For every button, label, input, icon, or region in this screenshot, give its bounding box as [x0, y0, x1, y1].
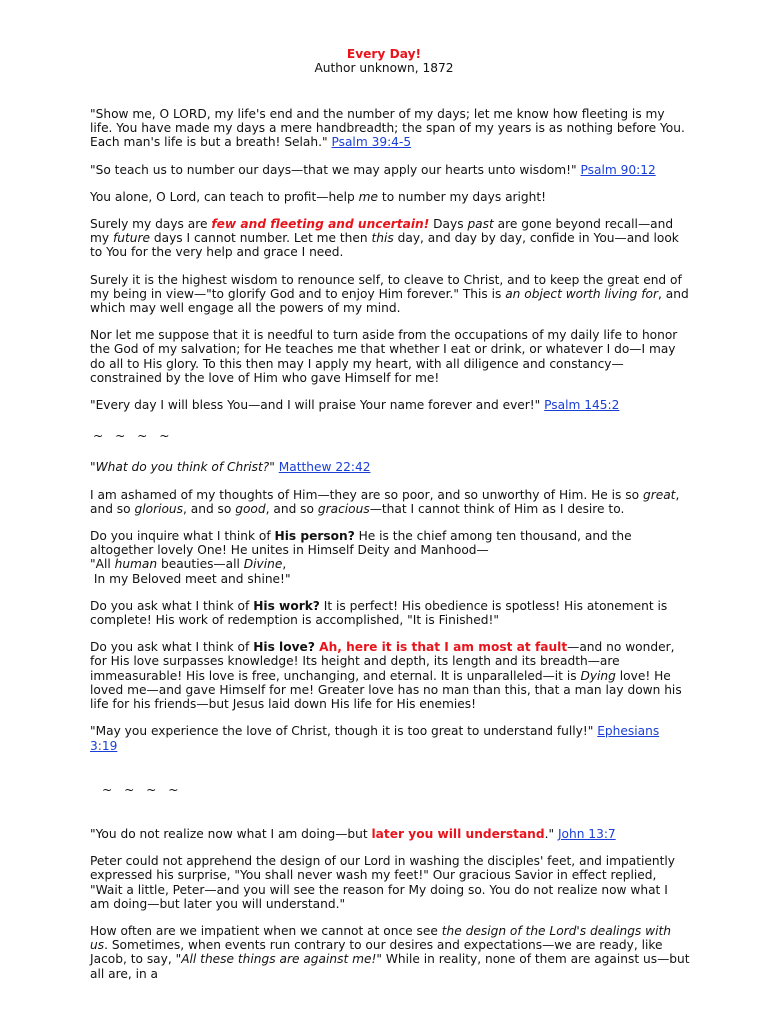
- text: days I cannot number. Let me then: [150, 231, 372, 246]
- text: , and which may well engage all the powers of my mind.: [90, 286, 689, 316]
- quote-text: .": [544, 826, 555, 841]
- quote-text: "May you experience the love of Christ, though it is too great to understand fully!": [90, 724, 594, 739]
- text: to number my days aright!: [378, 189, 547, 204]
- highlight-text: later you will understand: [371, 826, 545, 841]
- text: Do you ask what I think of: [90, 640, 254, 655]
- scripture-link[interactable]: John 13:7: [557, 826, 616, 841]
- emphasis: "All these things are against me!": [175, 952, 382, 967]
- text: It is perfect! His obedience is spotless! His atonement is complete! His work of redemption is accomplished, "It is Finished!": [90, 598, 668, 628]
- emphasis: good: [235, 501, 266, 516]
- paragraph: [90, 163, 690, 177]
- paragraph: [90, 724, 690, 752]
- text: He is the chief among ten thousand, and the altogether lovely One! He unites in Himself Deity and Manhood—: [90, 529, 632, 558]
- question-text: "What do you think of Christ?": [90, 460, 275, 475]
- paragraph: [90, 107, 690, 150]
- paragraph: [90, 488, 690, 516]
- emphasis: past: [467, 217, 494, 232]
- text: day, and day by day, confide in You—and look to You for the very help and grace I need.: [90, 231, 679, 260]
- paragraph: [90, 924, 690, 981]
- text: Surely my days are: [90, 217, 212, 232]
- quote-text: "Show me, O LORD, my life's end and the number of my days; let me know how fleeting is my life. You have made my days a mere handbreadth; the span of my years is as nothing before You. Each man's life is but a breath! Selah.": [90, 107, 685, 150]
- bold-text: His person?: [274, 529, 355, 544]
- scripture-link[interactable]: Ephesians 3:19: [90, 724, 660, 753]
- section-separator: ~ ~ ~ ~: [102, 782, 183, 797]
- quote-text: "So teach us to number our days—that we may apply our hearts unto wisdom!": [90, 162, 577, 177]
- emphasis: great: [642, 487, 676, 502]
- emphasis: this: [371, 231, 394, 246]
- paragraph: [90, 398, 690, 412]
- text: How often are we impatient when we cannot at once see: [90, 923, 442, 938]
- emphasis: Dying: [580, 668, 616, 683]
- text: Do you inquire what I think of: [90, 529, 275, 544]
- text: love! He loved me—and gave Himself for me! Greater love has no man than this, that a man lay down his life for his friends—but Jesus laid down His life for His enemies!: [90, 668, 682, 712]
- emphasis: me: [358, 189, 379, 204]
- emphasis: the design of the Lord's dealings with us: [90, 923, 672, 953]
- emphasis: Divine: [243, 557, 283, 572]
- text: While in reality, none of them are against us—but all are, in a: [90, 952, 690, 981]
- text: , and so: [265, 501, 318, 516]
- text: I am ashamed of my thoughts of Him—they are so poor, and so unworthy of Him. He is so: [90, 487, 643, 502]
- paragraph: [90, 529, 690, 586]
- paragraph: [90, 827, 690, 841]
- text: —and no wonder, for His love surpasses knowledge! Its height and depth, its length and its breadth—are immeasurable! His love is free, unchanging, and eternal. It is unparalleled—it is: [90, 640, 675, 683]
- text: , and so: [183, 501, 236, 516]
- highlight-text: Ah, here it is that I am most at fault: [314, 640, 568, 655]
- quote-text: "Every day I will bless You—and I will praise Your name forever and ever!": [90, 398, 541, 413]
- paragraph: Peter could not apprehend the design of our Lord in washing the disciples' feet, and impatiently expressed his surprise, "You shall never wash my feet!" Our gracious Savior in effect replied, "Wait a little, Peter—and you will see the reason for My doing so. You do not realize now what I am doing—but later you will understand.": [90, 854, 676, 911]
- section-separator: ~ ~ ~ ~: [93, 429, 174, 444]
- emphasis: an object worth living for: [505, 286, 658, 301]
- text: You alone, O Lord, can teach to profit—help: [90, 189, 359, 204]
- paragraph: [90, 599, 690, 627]
- paragraph: [90, 640, 690, 711]
- verse-line: ,: [282, 557, 287, 572]
- quote-text: "You do not realize now what I am doing—but: [90, 826, 372, 841]
- text: are gone beyond recall—and my: [90, 217, 674, 246]
- paragraph: [90, 190, 690, 204]
- bold-text: His work?: [253, 598, 320, 613]
- document-subtitle: Author unknown, 1872: [314, 61, 454, 76]
- text: Days: [429, 217, 468, 232]
- scripture-link[interactable]: Psalm 39:4-5: [331, 135, 412, 150]
- bold-text: His love?: [253, 640, 315, 655]
- text: , and so: [90, 487, 680, 516]
- scripture-link[interactable]: Psalm 90:12: [580, 162, 656, 177]
- scripture-link[interactable]: Psalm 145:2: [544, 398, 620, 413]
- paragraph: [90, 217, 690, 260]
- emphasis: human: [114, 557, 158, 572]
- verse-line: beauties—all: [157, 557, 244, 572]
- text: Surely it is the highest wisdom to renounce self, to cleave to Christ, and to keep the great end of my being in view—"to glorify God and to enjoy Him forever." This is: [90, 272, 682, 301]
- verse-line: "All: [90, 557, 115, 572]
- scripture-link[interactable]: Matthew 22:42: [278, 460, 371, 475]
- text: —that I cannot think of Him as I desire to.: [369, 501, 625, 516]
- paragraph: [90, 273, 690, 316]
- emphasis: gracious: [317, 501, 370, 516]
- header: [0, 47, 768, 75]
- paragraph: [90, 460, 690, 474]
- text: . Sometimes, when events run contrary to our desires and expectations—we are ready, like Jacob, to say,: [90, 938, 663, 967]
- emphasis: future: [112, 231, 150, 246]
- emphasis: glorious: [134, 501, 183, 516]
- highlight-text: few and fleeting and uncertain!: [211, 217, 430, 232]
- document-title: Every Day!: [346, 47, 422, 61]
- verse-line: In my Beloved meet and shine!": [90, 571, 291, 586]
- text: Do you ask what I think of: [90, 598, 254, 613]
- document-body: [90, 107, 690, 994]
- paragraph: Nor let me suppose that it is needful to turn aside from the occupations of my daily life to honor the God of my salvation; for He teaches me that whether I eat or drink, or whatever I do—I may do all to His glory. To this then may I apply my heart, with all diligence and constancy—constrained by the love of Him who gave Himself for me!: [90, 328, 678, 385]
